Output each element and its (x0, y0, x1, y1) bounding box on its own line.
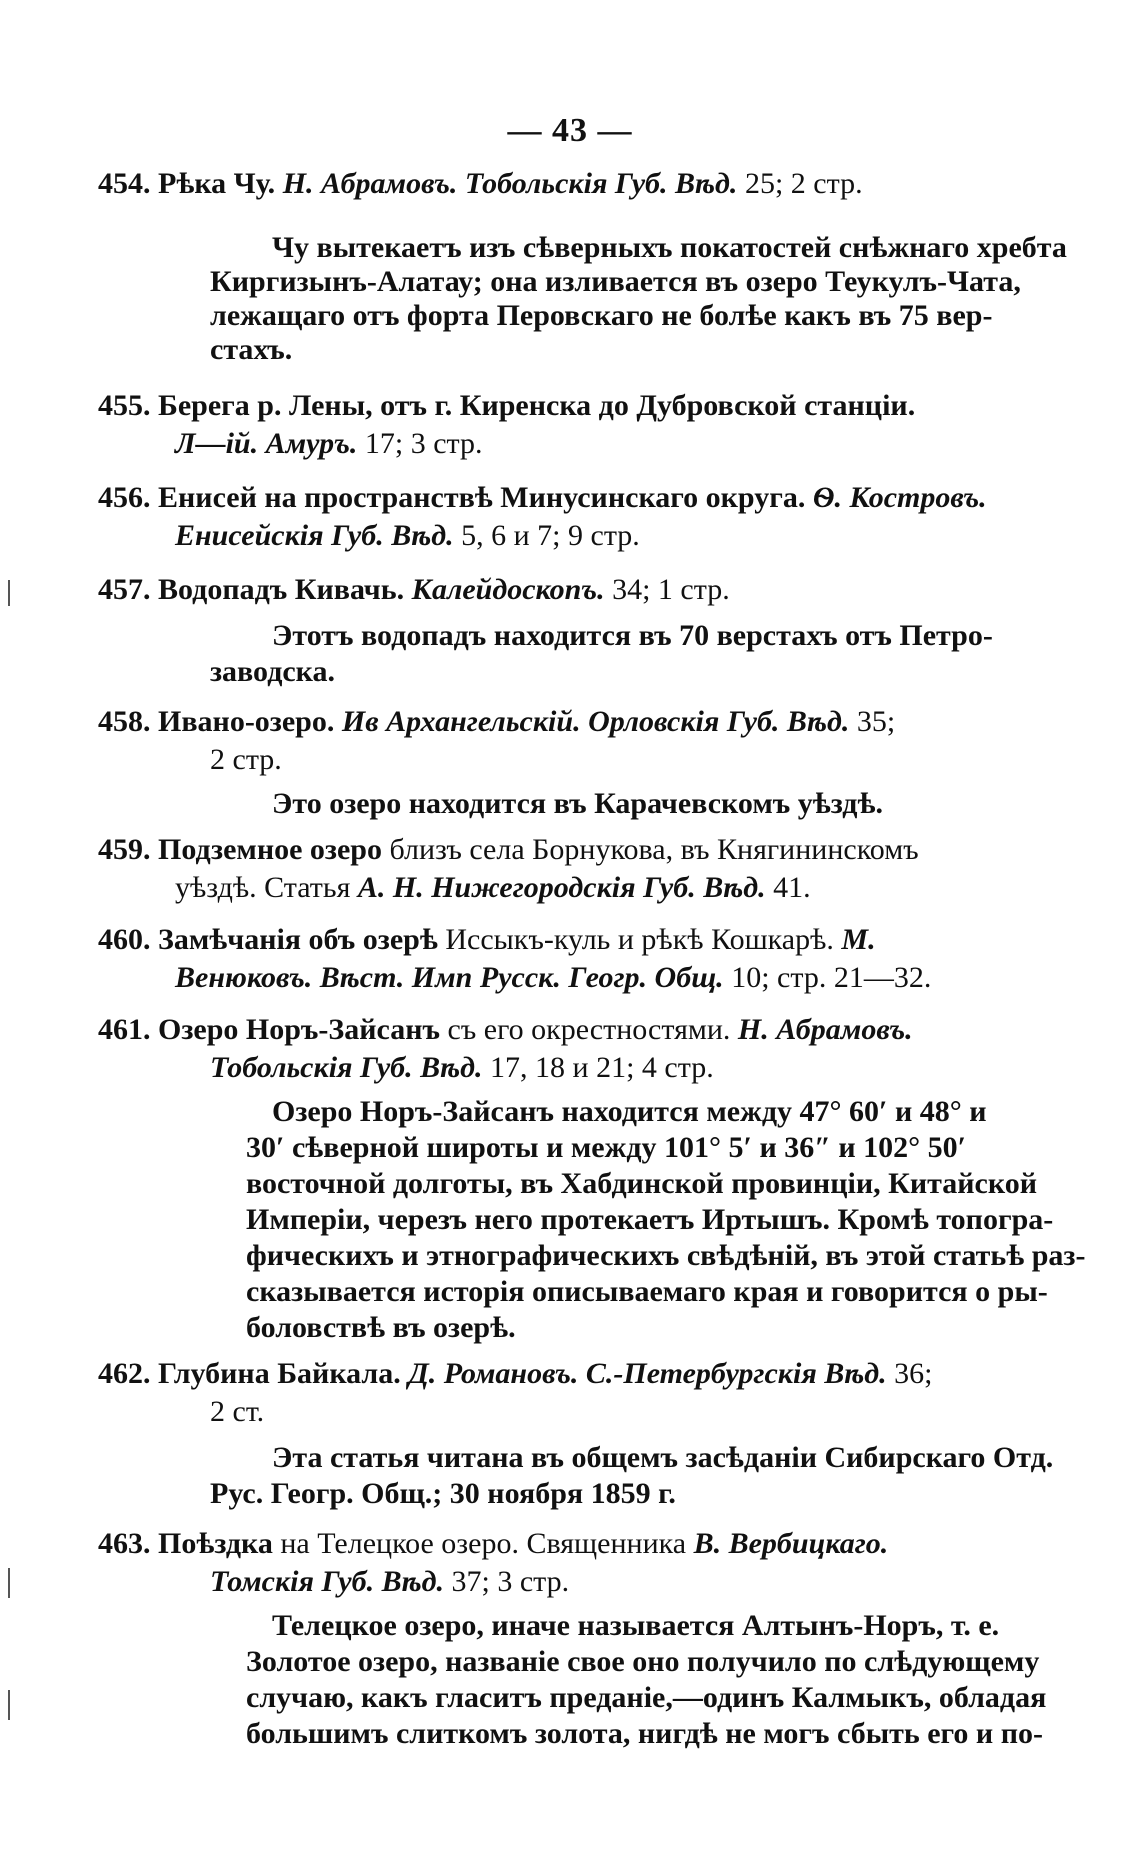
entry-454-body-3: лежащаго отъ форта Перовскаго не болѣе какъ въ 75 вер- (210, 299, 993, 332)
entry-462-body-2: Рус. Геогр. Общ.; 30 ноября 1859 г. (210, 1477, 676, 1510)
entry-author: В. Вербицкаго. (693, 1527, 889, 1560)
entry-title: Поѣздка (158, 1527, 273, 1560)
entry-461-body-6: сказывается исторія описываемаго края и говорится о ры- (246, 1275, 1048, 1308)
entry-author: Ѳ. Костровъ. (812, 481, 987, 514)
entry-source: Л—ій. Амуръ. (175, 427, 358, 460)
entry-subtitle: Иссыкъ-куль и рѣкѣ Кошкарѣ. (445, 923, 834, 956)
entry-issue: 41. (773, 871, 811, 904)
entry-463-body-3: случаю, какъ гласитъ преданіе,—одинъ Калмыкъ, обладая (246, 1681, 1047, 1714)
entry-source: Калейдоскопъ. (411, 573, 605, 606)
entry-462-body-1: Эта статья читана въ общемъ засѣданіи Сибирскаго Отд. (272, 1441, 1054, 1474)
entry-459-line-1 (98, 830, 919, 870)
entry-461-body-5: фическихъ и этнографическихъ свѣдѣній, въ этой статьѣ раз- (246, 1239, 1086, 1272)
entry-454-body-2: Киргизынъ-Алатау; она изливается въ озеро Теукулъ-Чата, (210, 265, 1021, 298)
entry-number: 456. (98, 481, 151, 514)
entry-author: Н. Абрамовъ. (737, 1013, 913, 1046)
entry-number: 462. (98, 1357, 151, 1390)
entry-463-body-2: Золотое озеро, названіе свое оно получило по слѣдующему (246, 1645, 1040, 1678)
entry-462-line-1 (98, 1354, 933, 1394)
entry-459-line-2 (175, 868, 811, 908)
entry-source: Д. Романовъ. С.-Петербургскія Вѣд. (408, 1357, 887, 1390)
entry-author: Ив Архангельскій. (341, 705, 581, 738)
entry-source: Тобольскія Губ. Вѣд. (464, 167, 738, 200)
entry-subtitle: на пространствѣ Минусинскаго округа. (264, 481, 806, 514)
entry-460-line-2 (175, 958, 931, 998)
entry-source: Орловскія Губ. Вѣд. (588, 705, 850, 738)
entry-source: Енисейскія Губ. Вѣд. (175, 519, 454, 552)
page-number: — 43 — (507, 112, 633, 149)
entry-title: Берега р. Лены, (158, 389, 373, 422)
entry-458-body-1: Это озеро находится въ Карачевскомъ уѣздѣ. (272, 787, 883, 820)
entry-title: Ивано-озеро. (158, 705, 335, 738)
scan-edge-mark (8, 1568, 10, 1598)
entry-463-body-1: Телецкое озеро, иначе называется Алтынъ-Норъ, т. е. (272, 1609, 1000, 1642)
entry-title: Озеро Норъ-Зайсанъ (158, 1013, 440, 1046)
entry-subtitle: близъ села Борнукова, въ Княгининскомъ (389, 833, 919, 866)
entry-issue: 25; 2 стр. (744, 167, 863, 200)
entry-source: Тобольскія Губ. Вѣд. (210, 1051, 483, 1084)
entry-461-body-7: боловствѣ въ озерѣ. (246, 1311, 516, 1344)
entry-463-line-1 (98, 1524, 888, 1564)
entry-subtitle: на Телецкое озеро. (280, 1527, 519, 1560)
entry-number: 463. (98, 1527, 151, 1560)
entry-463-body-4: большимъ слиткомъ золота, нигдѣ не могъ сбыть его и по- (246, 1717, 1043, 1750)
entry-461-body-2: 30′ сѣверной широты и между 101° 5′ и 36″ и 102° 50′ (246, 1131, 967, 1164)
entry-source: А. Н. Нижегородскія Губ. Вѣд. (357, 871, 766, 904)
entry-issue: 17, 18 и 21; 4 стр. (490, 1051, 714, 1084)
entry-454-line-1 (98, 164, 863, 204)
entry-subtitle: Священника (526, 1527, 687, 1560)
entry-number: 457. (98, 573, 151, 606)
entry-subtitle: уѣздѣ. Статья (175, 871, 351, 904)
scan-edge-mark (8, 580, 10, 606)
entry-number: 455. (98, 389, 151, 422)
entry-subtitle: отъ г. Киренска до Дубровской станціи. (380, 389, 916, 422)
entry-source: Томскія Губ. Вѣд. (210, 1565, 444, 1598)
entry-455-line-2 (175, 424, 483, 464)
entry-461-line-2 (210, 1048, 714, 1088)
entry-461-body-3: восточной долготы, въ Хабдинской провинціи, Китайской (246, 1167, 1038, 1200)
entry-number: 460. (98, 923, 151, 956)
entry-454-body-4: стахъ. (210, 333, 293, 366)
entry-462-line-2: 2 ст. (210, 1395, 265, 1428)
entry-461-line-1 (98, 1010, 913, 1050)
entry-456-line-2 (175, 516, 640, 556)
entry-issue: 35; (856, 705, 896, 738)
entry-issue: 37; 3 стр. (451, 1565, 570, 1598)
entry-number: 458. (98, 705, 151, 738)
entry-issue: 17; 3 стр. (364, 427, 483, 460)
entry-author: Н. Абрамовъ. (282, 167, 458, 200)
entry-458-line-2: 2 стр. (210, 743, 282, 776)
entry-title: Подземное озеро (158, 833, 382, 866)
entry-issue: 34; 1 стр. (612, 573, 730, 606)
entry-number: 459. (98, 833, 151, 866)
entry-457-body-2: заводска. (210, 655, 336, 688)
entry-463-line-2 (210, 1562, 569, 1602)
entry-title: Енисей (158, 481, 257, 514)
entry-number: 461. (98, 1013, 151, 1046)
entry-461-body-1: Озеро Норъ-Зайсанъ находится между 47° 60′ и 48° и (272, 1095, 987, 1128)
entry-460-line-1 (98, 920, 876, 960)
entry-458-line-1 (98, 702, 895, 742)
entry-461-body-4: Имперіи, черезъ него протекаетъ Иртышъ. Кромѣ топогра- (246, 1203, 1054, 1236)
entry-title: Замѣчанія объ озерѣ (158, 923, 438, 956)
entry-issue: 36; (894, 1357, 933, 1390)
scan-edge-mark (8, 1690, 10, 1720)
entry-issue: 5, 6 и 7; 9 стр. (461, 519, 640, 552)
entry-author: М. (841, 923, 876, 956)
entry-457-line-1 (98, 570, 730, 610)
entry-454-body-1: Чу вытекаетъ изъ сѣверныхъ покатостей снѣжнаго хребта (272, 231, 1067, 264)
entry-title: Глубина Байкала. (158, 1357, 401, 1390)
entry-456-line-1 (98, 478, 987, 518)
entry-457-body-1: Этотъ водопадъ находится въ 70 верстахъ отъ Петро- (272, 619, 993, 652)
entry-title: Водопадъ Кивачь. (158, 573, 405, 606)
entry-source: Венюковъ. Вѣст. Имп Русск. Геогр. Общ. (175, 961, 724, 994)
entry-455-line-1 (98, 386, 915, 426)
entry-number: 454. (98, 167, 151, 200)
entry-issue: 10; стр. 21—32. (731, 961, 932, 994)
entry-title: Рѣка Чу. (158, 167, 276, 200)
entry-subtitle: съ его окрестностями. (447, 1013, 731, 1046)
